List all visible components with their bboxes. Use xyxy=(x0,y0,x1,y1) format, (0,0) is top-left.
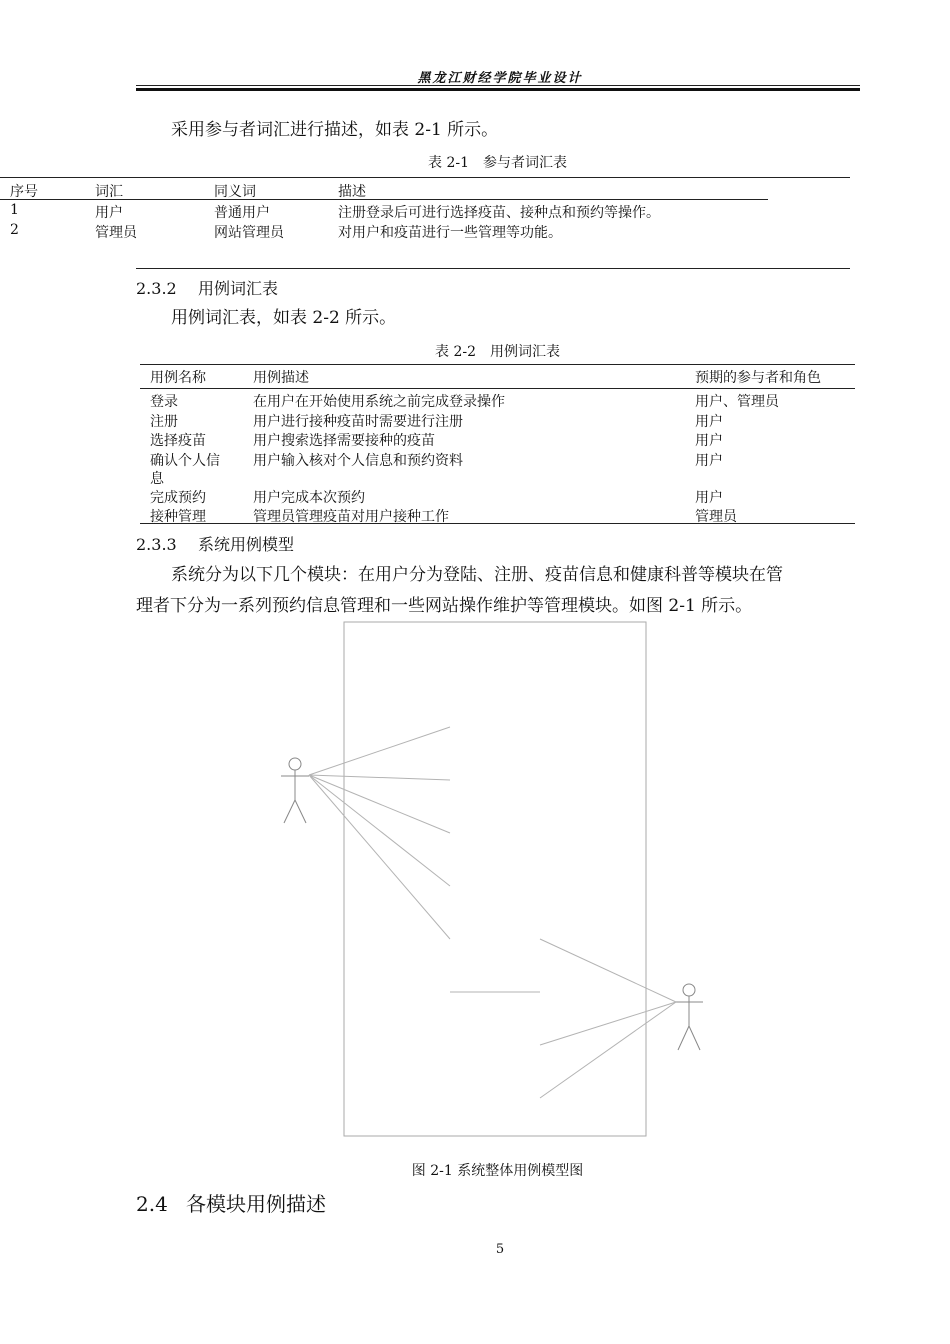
table2-cell: 注册 xyxy=(150,414,178,430)
table2-cell: 登录 xyxy=(150,394,178,410)
table2-cell: 管理员 xyxy=(695,509,737,525)
association-line xyxy=(309,775,450,780)
page-header-title: 黑龙江财经学院毕业设计 xyxy=(417,71,583,86)
section-number: 2.4 xyxy=(136,1192,168,1216)
section-2-3-2-paragraph: 用例词汇表，如表 2-2 所示。 xyxy=(171,308,397,328)
table1-cell: 网站管理员 xyxy=(214,225,284,241)
table2-cell: 息 xyxy=(150,471,164,487)
section-title: 用例词汇表 xyxy=(198,279,279,298)
table1-cell: 注册登录后可进行选择疫苗、接种点和预约等操作。 xyxy=(338,205,660,221)
table2-cell: 用户进行接种疫苗时需要进行注册 xyxy=(253,414,463,430)
table2-cell: 接种管理 xyxy=(150,509,206,525)
table1-cell: 2 xyxy=(10,222,19,238)
table1-cell: 管理员 xyxy=(95,225,137,241)
association-line xyxy=(309,775,450,939)
table2-cell: 在用户在开始使用系统之前完成登录操作 xyxy=(253,394,505,410)
admin-associations xyxy=(540,939,676,1098)
actor-admin xyxy=(675,984,703,1050)
actor-user xyxy=(281,758,309,823)
association-line xyxy=(309,727,450,775)
table2-cell: 用户搜索选择需要接种的疫苗 xyxy=(253,433,435,449)
table1-cell: 用户 xyxy=(95,205,123,221)
table2-cell: 用户输入核对个人信息和预约资料 xyxy=(253,453,463,469)
section-number: 2.3.3 xyxy=(136,535,177,554)
table2-cell: 用户、管理员 xyxy=(695,394,779,410)
association-line xyxy=(540,1002,676,1045)
table1-cell: 普通用户 xyxy=(214,205,270,221)
figure-caption: 图 2-1 系统整体用例模型图 xyxy=(411,1163,584,1179)
table1-header-index: 序号 xyxy=(10,184,38,200)
table2-cell: 管理员管理疫苗对用户接种工作 xyxy=(253,509,449,525)
table1-cell: 1 xyxy=(10,202,19,218)
section-title: 系统用例模型 xyxy=(198,535,295,554)
table2-cell: 用户完成本次预约 xyxy=(253,490,365,506)
system-boundary xyxy=(344,622,646,1136)
table2-header-name: 用例名称 xyxy=(150,370,206,386)
association-line xyxy=(309,775,450,833)
intro-paragraph: 采用参与者词汇进行描述，如表 2-1 所示。 xyxy=(171,120,499,140)
table2-header-description: 用例描述 xyxy=(253,370,309,386)
table1-header-term: 词汇 xyxy=(95,184,123,200)
section-title: 各模块用例描述 xyxy=(186,1192,326,1216)
table1-header-description: 描述 xyxy=(338,184,366,200)
association-line xyxy=(540,1002,676,1098)
table2-header-role: 预期的参与者和角色 xyxy=(695,370,821,386)
page-number: 5 xyxy=(495,1242,505,1257)
table1-header-synonym: 同义词 xyxy=(214,184,256,200)
association-line xyxy=(540,939,676,1002)
table2-cell: 用户 xyxy=(695,453,723,469)
table2-caption: 表 2-2 用例词汇表 xyxy=(435,344,560,360)
section-2-3-3-paragraph-line2: 理者下分为一系列预约信息管理和一些网站操作维护等管理模块。如图 2-1 所示。 xyxy=(136,596,753,616)
section-number: 2.3.2 xyxy=(136,279,177,298)
section-2-3-3-paragraph-line1: 系统分为以下几个模块：在用户分为登陆、注册、疫苗信息和健康科普等模块在管 xyxy=(171,565,783,585)
table2-cell: 完成预约 xyxy=(150,490,206,506)
user-associations xyxy=(309,727,450,939)
table2-cell: 用户 xyxy=(695,433,723,449)
table2-cell: 用户 xyxy=(695,490,723,506)
association-line xyxy=(309,775,450,886)
table2-cell: 选择疫苗 xyxy=(150,433,206,449)
table2-cell: 用户 xyxy=(695,414,723,430)
table2-cell: 确认个人信 xyxy=(150,453,220,469)
section-heading-2-4 xyxy=(136,1188,326,1217)
table1-cell: 对用户和疫苗进行一些管理等功能。 xyxy=(338,225,562,241)
table1-caption: 表 2-1 参与者词汇表 xyxy=(428,155,567,171)
